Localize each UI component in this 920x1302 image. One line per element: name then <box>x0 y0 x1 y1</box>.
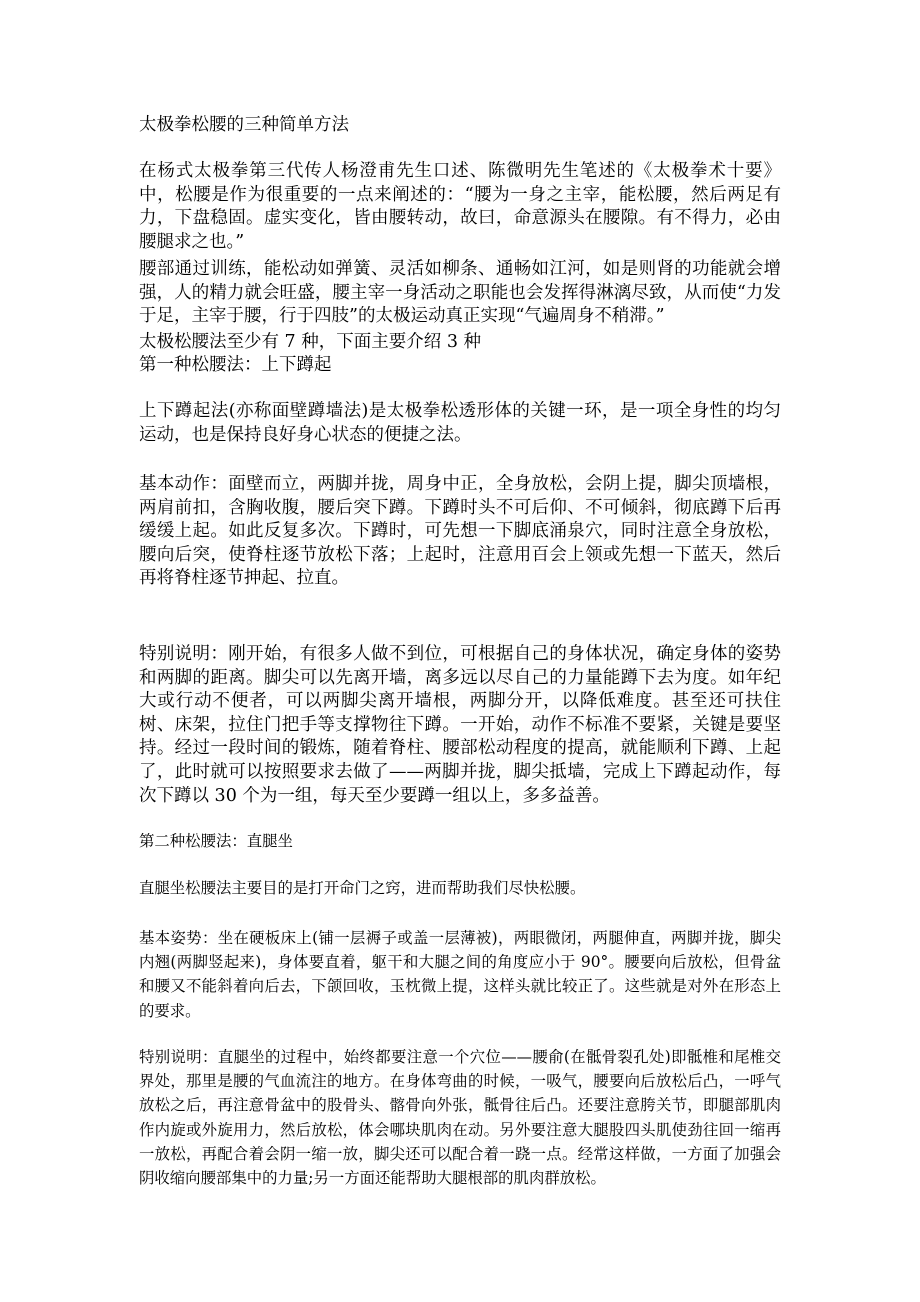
method1-basic-action: 基本动作：面壁而立，两脚并拢，周身中正，全身放松，会阴上提，脚尖顶墙根，两肩前扣，含胸收腹，腰后突下蹲。下蹲时头不可后仰、不可倾斜，彻底蹲下后再缓缓上起。如此反复多次。下蹲时，可先想一下脚底涌泉穴，同时注意全身放松，腰向后突，使脊柱逐节放松下落；上起时，注意用百会上领或先想一下蓝天，然后再将脊柱逐节抻起、拉直。 <box>139 474 781 589</box>
method2-basic-posture: 基本姿势：坐在硬板床上(铺一层褥子或盖一层薄被)，两眼微闭，两腿伸直，两脚并拢，脚尖内翘(两脚竖起来)，身体要直着，躯干和大腿之间的角度应小于 90°。腰要向后放松，但骨盆和腰又不能斜着向后去，下颌回收，玉枕微上提，这样头就比较正了。这些就是对外在形态上的要求。 <box>139 929 781 1020</box>
waist-training-paragraph: 腰部通过训练，能松动如弹簧、灵活如柳条、通畅如江河，如是则肾的功能就会增强，人的精力就会旺盛，腰主宰一身活动之职能也会发挥得淋漓尽致，从而使“力发于足，主宰于腰，行于四肢”的太极运动真正实现“气遍周身不稍滞。” <box>139 259 781 327</box>
method2-description: 直腿坐松腰法主要目的是打开命门之窍，进而帮助我们尽快松腰。 <box>139 879 586 897</box>
document-title: 太极拳松腰的三种简单方法 <box>139 115 349 135</box>
method1-heading: 第一种松腰法：上下蹲起 <box>139 355 332 375</box>
methods-intro-line: 太极松腰法至少有 7 种，下面主要介绍 3 种 <box>139 332 482 352</box>
method2-special-note: 特别说明：直腿坐的过程中，始终都要注意一个穴位——腰俞(在骶骨裂孔处)即骶椎和尾椎交界处，那里是腰的气血流注的地方。在身体弯曲的时候，一吸气，腰要向后放松后凸，一呼气放松之后，再注意骨盆中的股骨头、髂骨向外张，骶骨往后凸。还要注意胯关节，即腿部肌肉作内旋或外旋用力，然后放松，体会哪块肌肉在动。另外要注意大腿股四头肌使劲往回一缩再一放松，再配合着会阴一缩一放，脚尖还可以配合着一跷一点。经常这样做，一方面了加强会阴收缩向腰部集中的力量;另一方面还能帮助大腿根部的肌肉群放松。 <box>139 1048 781 1188</box>
intro-paragraph: 在杨式太极拳第三代传人杨澄甫先生口述、陈微明先生笔述的《太极拳术十要》中，松腰是作为很重要的一点来阐述的：“腰为一身之主宰，能松腰，然后两足有力，下盘稳固。虚实变化，皆由腰转动，故曰，命意源头在腰隙。有不得力，必由腰腿求之也。” <box>139 161 781 252</box>
method2-heading: 第二种松腰法：直腿坐 <box>139 832 293 850</box>
method1-special-note: 特别说明：刚开始，有很多人做不到位，可根据自己的身体状况，确定身体的姿势和两脚的距离。脚尖可以先离开墙，离多远以尽自己的力量能蹲下去为度。如年纪大或行动不便者，可以两脚尖离开墙根，两脚分开，以降低难度。甚至还可扶住树、床架，拉住门把手等支撑物往下蹲。一开始，动作不标准不要紧，关键是要坚持。经过一段时间的锻炼，随着脊柱、腰部松动程度的提高，就能顺利下蹲、上起了，此时就可以按照要求去做了——两脚并拢，脚尖抵墙，完成上下蹲起动作，每次下蹲以 30 个为一组，每天至少要蹲一组以上，多多益善。 <box>139 644 781 806</box>
method1-description: 上下蹲起法(亦称面壁蹲墙法)是太极拳松透形体的关键一环，是一项全身性的均匀运动，也是保持良好身心状态的便捷之法。 <box>139 401 781 445</box>
